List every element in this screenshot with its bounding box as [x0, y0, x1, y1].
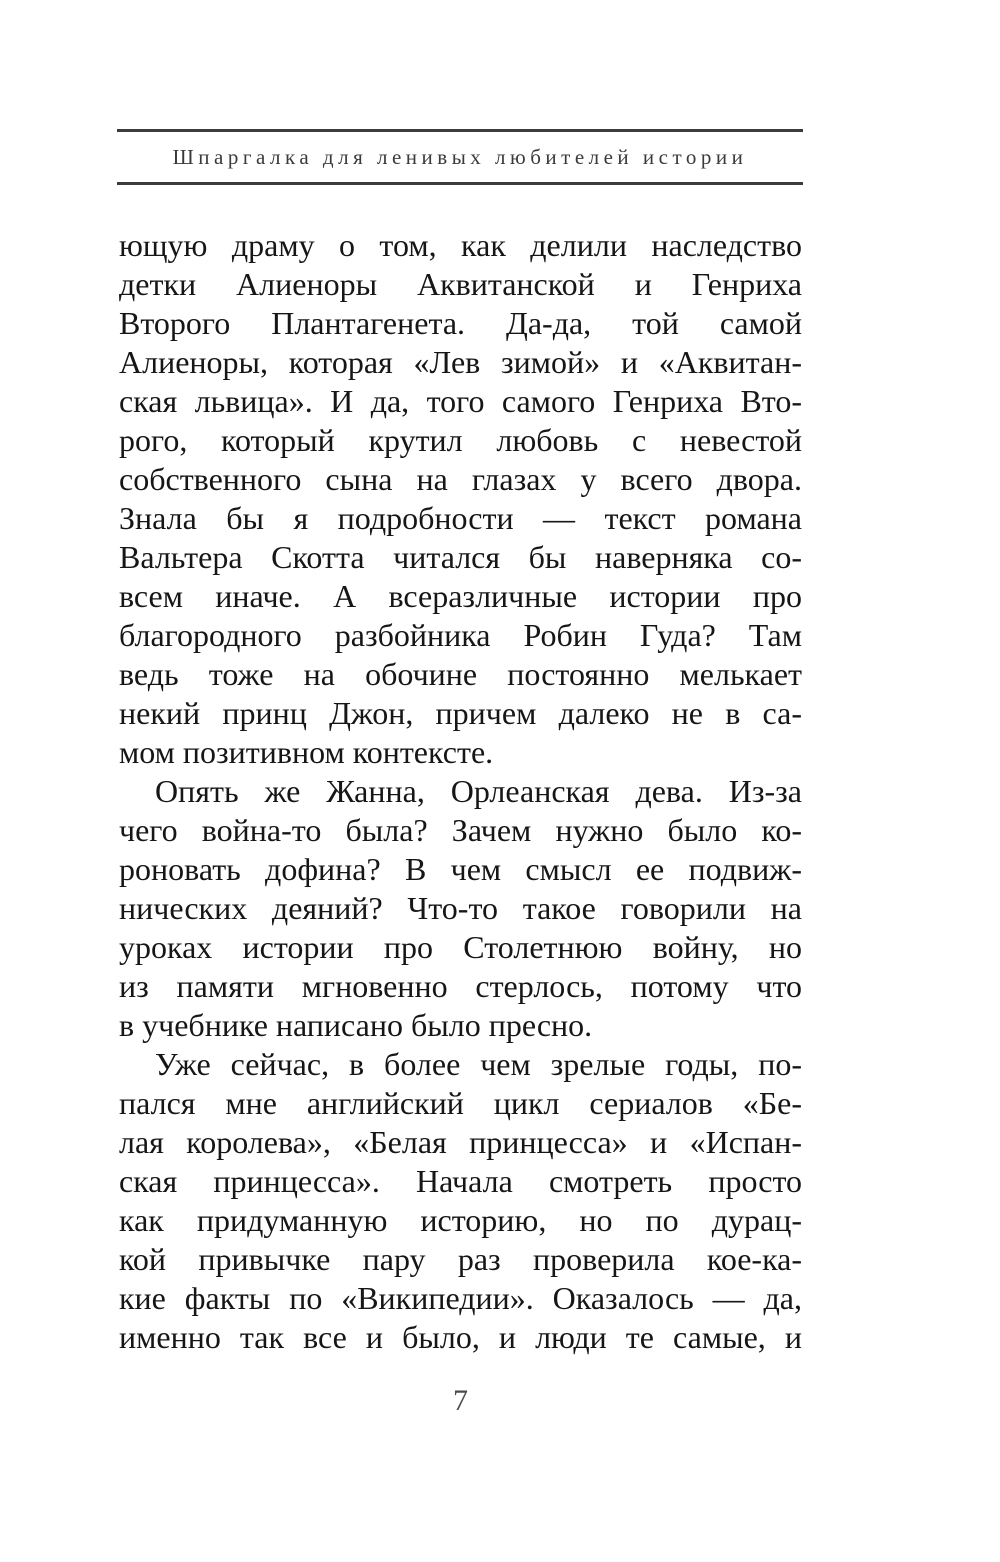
header-rule-bottom	[117, 182, 803, 185]
paragraph	[119, 226, 802, 772]
text-line: ская принцесса». Начала смотреть просто	[119, 1163, 802, 1199]
text-line: детки Алиеноры Аквитанской и Генриха	[119, 266, 802, 302]
text-line: рого, который крутил любовь с невестой	[119, 422, 802, 458]
text-line: ющую драму о том, как делили наследство	[119, 227, 802, 263]
text-line: благородного разбойника Робин Гуда? Там	[119, 617, 802, 653]
text-line: Опять же Жанна, Орлеанская дева. Из-за	[155, 773, 802, 809]
text-line: Вальтера Скотта читался бы наверняка со-	[119, 539, 802, 575]
text-line: роновать дофина? В чем смысл ее подвиж-	[119, 851, 802, 887]
text-line: нических деяний? Что-то такое говорили на	[119, 890, 802, 926]
text-line: кие факты по «Википедии». Оказалось — да,	[119, 1280, 802, 1316]
text-line: пался мне английский цикл сериалов «Бе-	[119, 1085, 802, 1121]
text-line: ведь тоже на обочине постоянно мелькает	[119, 656, 802, 692]
text-line: из памяти мгновенно стерлось, потому что	[119, 968, 802, 1004]
text-line: чего война-то была? Зачем нужно было ко-	[119, 812, 802, 848]
text-line: Уже сейчас, в более чем зрелые годы, по-	[155, 1046, 802, 1082]
text-line: некий принц Джон, причем далеко не в са-	[119, 695, 802, 731]
page-number: 7	[453, 1384, 468, 1417]
text-line: всем иначе. А всеразличные истории про	[119, 578, 802, 614]
running-head-title: Шпаргалка для ленивых любителей истории	[172, 145, 748, 169]
text-line: кой привычке пару раз проверила кое-ка-	[119, 1241, 802, 1277]
text-line: Алиеноры, которая «Лев зимой» и «Аквитан-	[119, 344, 802, 380]
text-line: уроках истории про Столетнюю войну, но	[119, 929, 802, 965]
text-line: собственного сына на глазах у всего двора.	[119, 461, 802, 497]
running-head	[117, 129, 803, 185]
body-text	[119, 226, 802, 1357]
text-line: Второго Плантагенета. Да-да, той самой	[119, 305, 802, 341]
text-line: именно так все и было, и люди те самые, и	[119, 1319, 802, 1355]
text-line: ская львица». И да, того самого Генриха Вто-	[119, 383, 802, 419]
paragraph	[119, 772, 802, 1045]
text-line: как придуманную историю, но по дурац-	[119, 1202, 802, 1238]
text-line: лая королева», «Белая принцесса» и «Испан-	[119, 1124, 802, 1160]
text-line: Знала бы я подробности — текст романа	[119, 500, 802, 536]
paragraph	[119, 1045, 802, 1357]
text-line: мом позитивном контексте.	[119, 734, 494, 770]
text-line: в учебнике написано было пресно.	[119, 1007, 593, 1043]
